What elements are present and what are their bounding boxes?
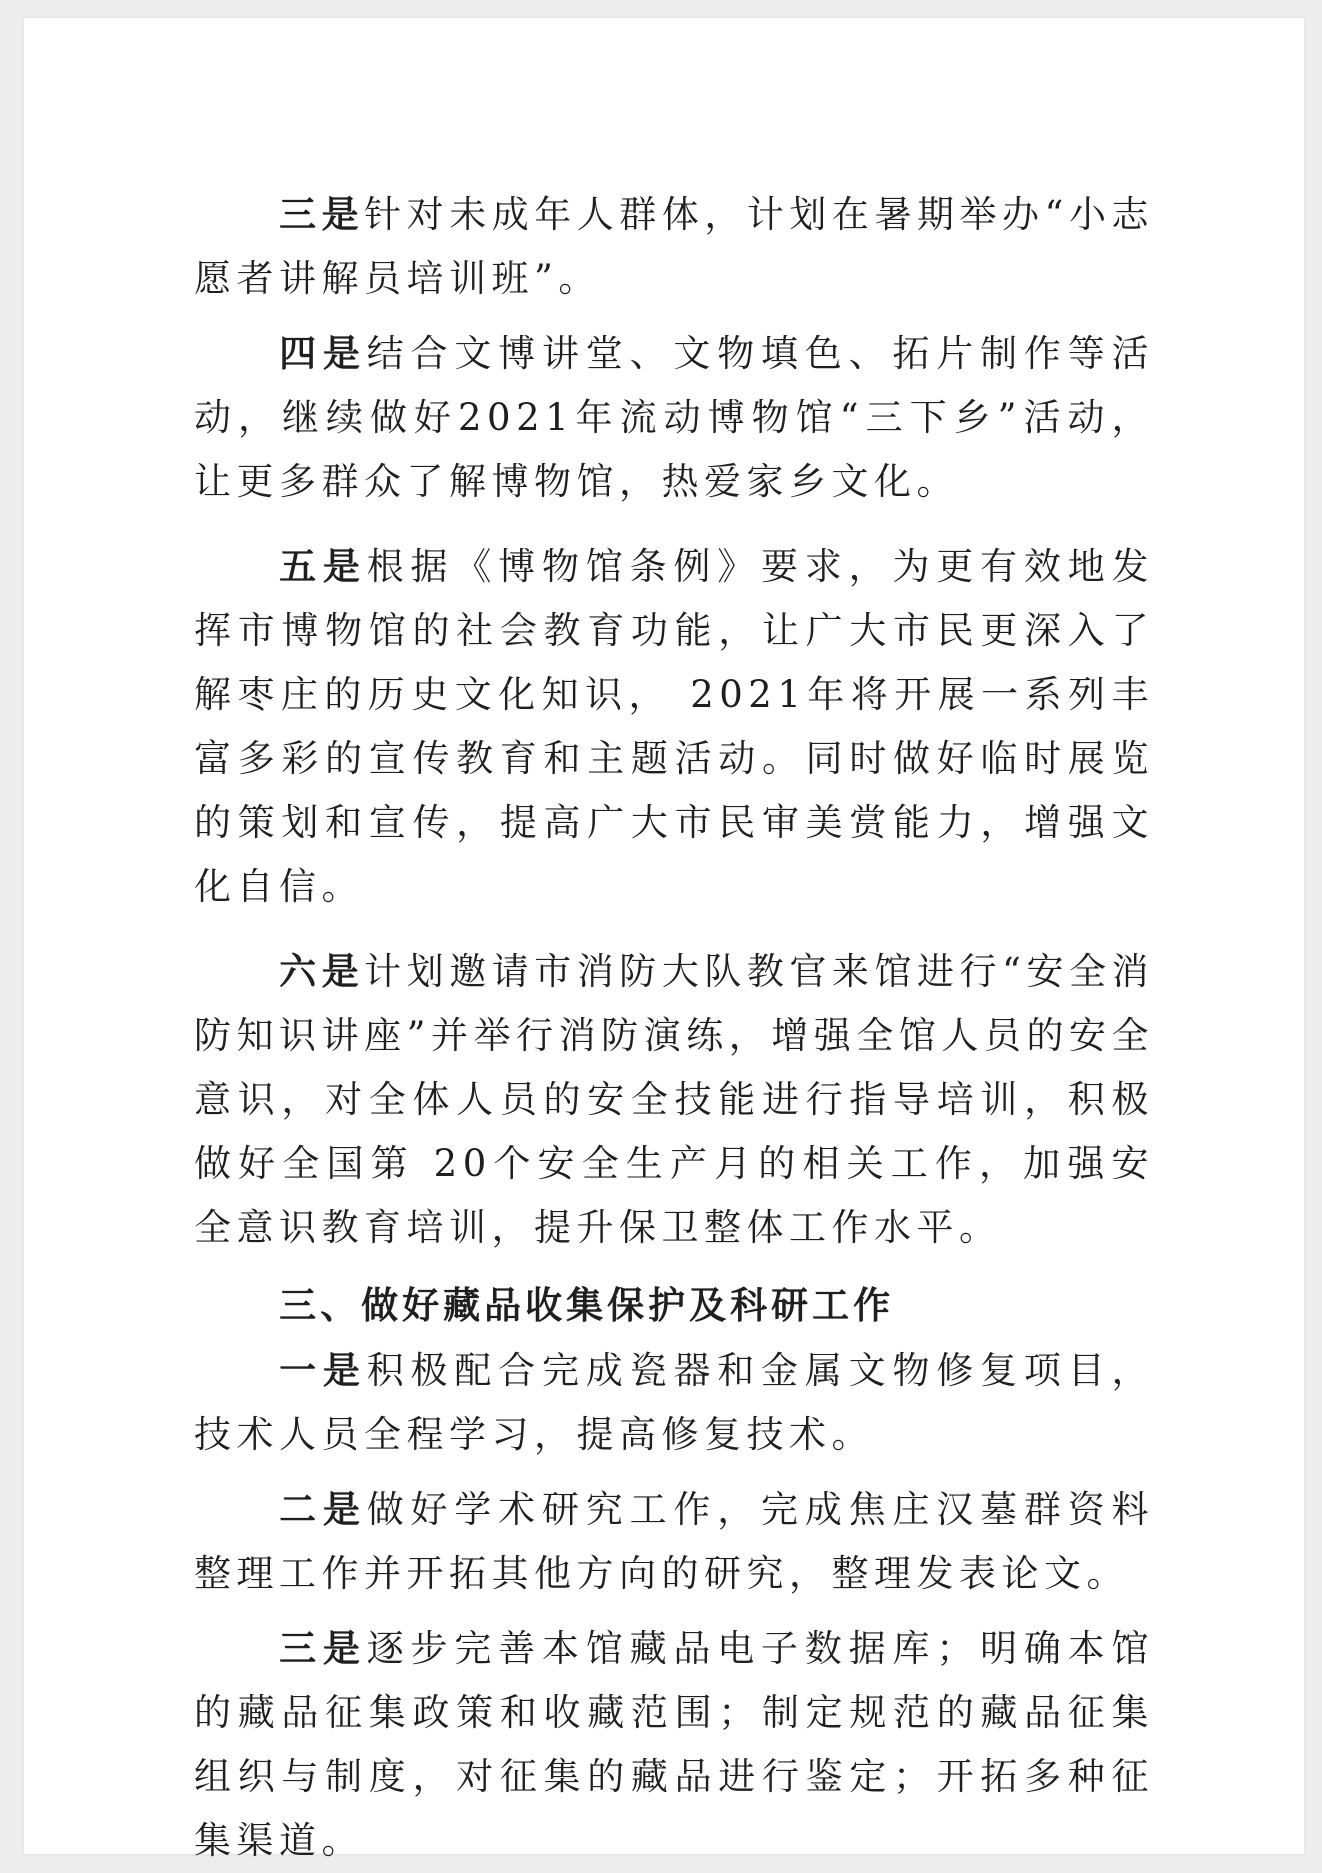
paragraph-text: 做好学术研究工作，完成焦庄汉墓群资料整理工作并开拓其他方向的研究，整理发表论文。 xyxy=(194,1488,1155,1595)
paragraph-text: 计划邀请市消防大队教官来馆进行“安全消防知识讲座”并举行消防演练，增强全馆人员的安全意识，对全体人员的安全技能进行指导培训，积极做好全国第 20个安全生产月的相关工作，加强安全意识教育培训，提升保卫整体工作水平。 xyxy=(194,950,1155,1249)
paragraph-lead: 五是 xyxy=(279,544,367,588)
paragraph-item-6 xyxy=(194,939,1154,1260)
paragraph-lead: 六是 xyxy=(279,949,365,993)
section-paragraph-1 xyxy=(194,1338,1154,1467)
paragraph-text: 针对未成年人群体，计划在暑期举办“小志愿者讲解员培训班”。 xyxy=(194,193,1155,300)
paragraph-lead: 四是 xyxy=(279,331,367,375)
section-heading: 三、做好藏品收集保护及科研工作 xyxy=(279,1284,895,1327)
paragraph-text: 逐步完善本馆藏品电子数据库；明确本馆的藏品征集政策和收藏范围；制定规范的藏品征集组织与制度，对征集的藏品进行鉴定；开拓多种征集渠道。 xyxy=(194,1627,1155,1862)
section-paragraph-2 xyxy=(194,1477,1154,1606)
paragraph-item-5 xyxy=(194,534,1154,919)
paragraph-text: 根据《博物馆条例》要求，为更有效地发挥市博物馆的社会教育功能，让广大市民更深入了解枣庄的历史文化知识， 2021年将开展一系列丰富多彩的宣传教育和主题活动。同时做好临时展览的策划和宣传，提高广大市民审美赏能力，增强文化自信。 xyxy=(194,545,1155,908)
paragraph-lead: 二是 xyxy=(279,1487,367,1531)
paragraph-lead: 三是 xyxy=(279,192,365,236)
paragraph-lead: 三是 xyxy=(279,1626,367,1670)
document-page xyxy=(24,18,1304,1862)
paragraph-text: 结合文博讲堂、文物填色、拓片制作等活动，继续做好2021年流动博物馆“三下乡”活动，让更多群众了解博物馆，热爱家乡文化。 xyxy=(194,332,1155,503)
section-paragraph-3 xyxy=(194,1616,1154,1873)
document-body xyxy=(194,182,1154,1873)
paragraph-item-4 xyxy=(194,321,1154,514)
paragraph-lead: 一是 xyxy=(279,1348,367,1392)
paragraph-item-3 xyxy=(194,182,1154,311)
paragraph-text: 积极配合完成瓷器和金属文物修复项目，技术人员全程学习，提高修复技术。 xyxy=(194,1349,1155,1456)
